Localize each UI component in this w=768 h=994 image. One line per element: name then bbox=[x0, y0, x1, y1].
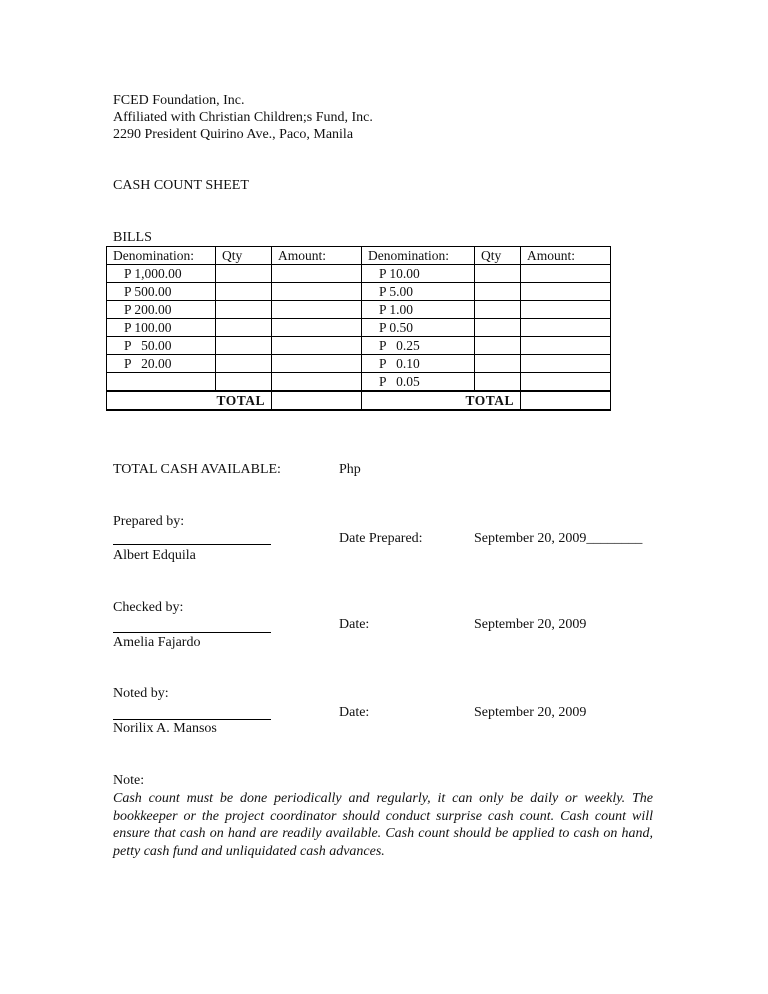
table-header-row bbox=[107, 247, 611, 265]
total-label: TOTAL bbox=[107, 391, 272, 410]
table-row bbox=[107, 283, 611, 301]
noted-by-name: Norilix A. Mansos bbox=[113, 721, 217, 736]
denomination-cell: P 500.00 bbox=[107, 283, 216, 301]
amount-cell[interactable] bbox=[272, 301, 362, 319]
amount-cell[interactable] bbox=[272, 355, 362, 373]
org-address: 2290 President Quirino Ave., Paco, Manila bbox=[113, 127, 354, 142]
amount-cell[interactable] bbox=[521, 283, 611, 301]
qty-cell[interactable] bbox=[216, 265, 272, 283]
denomination-cell: P 0.25 bbox=[362, 337, 475, 355]
noted-signature-line bbox=[113, 719, 271, 720]
checked-date-label: Date: bbox=[339, 617, 370, 632]
qty-cell[interactable] bbox=[216, 373, 272, 392]
total-label: TOTAL bbox=[362, 391, 521, 410]
checked-by-label: Checked by: bbox=[113, 600, 184, 615]
table-row bbox=[107, 319, 611, 337]
amount-cell[interactable] bbox=[521, 373, 611, 392]
qty-cell[interactable] bbox=[475, 373, 521, 392]
qty-cell[interactable] bbox=[216, 355, 272, 373]
denomination-cell: P 0.10 bbox=[362, 355, 475, 373]
sheet-title: CASH COUNT SHEET bbox=[113, 178, 249, 193]
amount-cell[interactable] bbox=[521, 319, 611, 337]
note-label: Note: bbox=[113, 773, 145, 788]
denomination-cell: P 50.00 bbox=[107, 337, 216, 355]
date-prepared-value: September 20, 2009________ bbox=[474, 531, 643, 546]
date-prepared-label: Date Prepared: bbox=[339, 531, 423, 546]
amount-cell[interactable] bbox=[521, 355, 611, 373]
denomination-cell: P 1.00 bbox=[362, 301, 475, 319]
denomination-cell: P 0.05 bbox=[362, 373, 475, 392]
cash-count-table bbox=[106, 246, 611, 411]
total-cash-currency: Php bbox=[339, 462, 361, 477]
noted-date-label: Date: bbox=[339, 705, 370, 720]
qty-cell[interactable] bbox=[475, 337, 521, 355]
checked-by-name: Amelia Fajardo bbox=[113, 635, 201, 650]
qty-cell[interactable] bbox=[475, 319, 521, 337]
denomination-cell: P 200.00 bbox=[107, 301, 216, 319]
qty-cell[interactable] bbox=[216, 337, 272, 355]
amount-cell[interactable] bbox=[521, 301, 611, 319]
qty-cell[interactable] bbox=[216, 301, 272, 319]
org-header bbox=[113, 92, 373, 143]
column-header: Amount: bbox=[272, 247, 362, 265]
column-header: Amount: bbox=[521, 247, 611, 265]
total-amount-cell[interactable] bbox=[521, 391, 611, 410]
prepared-by-label: Prepared by: bbox=[113, 514, 185, 529]
org-name: FCED Foundation, Inc. bbox=[113, 93, 245, 108]
qty-cell[interactable] bbox=[475, 265, 521, 283]
prepared-signature-line bbox=[113, 544, 271, 545]
column-header: Qty bbox=[475, 247, 521, 265]
note-text: Cash count must be done periodically and regularly, it can only be daily or weekly. The bookkeeper or the project coordinator should conduct surprise cash count. Cash count will ensure that cash on hand are readily available. Cash count should be applied to cash on hand, petty cash fund and unliquidated cash advances. bbox=[113, 791, 653, 859]
total-cash-label: TOTAL CASH AVAILABLE: bbox=[113, 462, 281, 477]
denomination-cell: P 0.50 bbox=[362, 319, 475, 337]
table-row bbox=[107, 337, 611, 355]
qty-cell[interactable] bbox=[475, 355, 521, 373]
amount-cell[interactable] bbox=[272, 319, 362, 337]
org-affiliation: Affiliated with Christian Children;s Fund, Inc. bbox=[113, 110, 373, 125]
denomination-cell: P 20.00 bbox=[107, 355, 216, 373]
denomination-cell: P 1,000.00 bbox=[107, 265, 216, 283]
prepared-by-name: Albert Edquila bbox=[113, 548, 196, 563]
noted-date-value: September 20, 2009 bbox=[474, 705, 587, 720]
column-header: Qty bbox=[216, 247, 272, 265]
qty-cell[interactable] bbox=[216, 283, 272, 301]
total-amount-cell[interactable] bbox=[272, 391, 362, 410]
qty-cell[interactable] bbox=[475, 301, 521, 319]
column-header: Denomination: bbox=[362, 247, 475, 265]
table-row bbox=[107, 355, 611, 373]
denomination-cell: P 100.00 bbox=[107, 319, 216, 337]
amount-cell[interactable] bbox=[272, 337, 362, 355]
table-row bbox=[107, 265, 611, 283]
noted-by-label: Noted by: bbox=[113, 686, 169, 701]
amount-cell[interactable] bbox=[272, 265, 362, 283]
table-row bbox=[107, 301, 611, 319]
table-row bbox=[107, 373, 611, 392]
qty-cell[interactable] bbox=[475, 283, 521, 301]
column-header: Denomination: bbox=[107, 247, 216, 265]
amount-cell[interactable] bbox=[521, 337, 611, 355]
denomination-cell: P 10.00 bbox=[362, 265, 475, 283]
total-row bbox=[107, 391, 611, 410]
denomination-cell bbox=[107, 373, 216, 392]
checked-date-value: September 20, 2009 bbox=[474, 617, 587, 632]
denomination-cell: P 5.00 bbox=[362, 283, 475, 301]
checked-signature-line bbox=[113, 632, 271, 633]
amount-cell[interactable] bbox=[272, 283, 362, 301]
bills-label: BILLS bbox=[113, 230, 152, 245]
qty-cell[interactable] bbox=[216, 319, 272, 337]
amount-cell[interactable] bbox=[521, 265, 611, 283]
amount-cell[interactable] bbox=[272, 373, 362, 392]
